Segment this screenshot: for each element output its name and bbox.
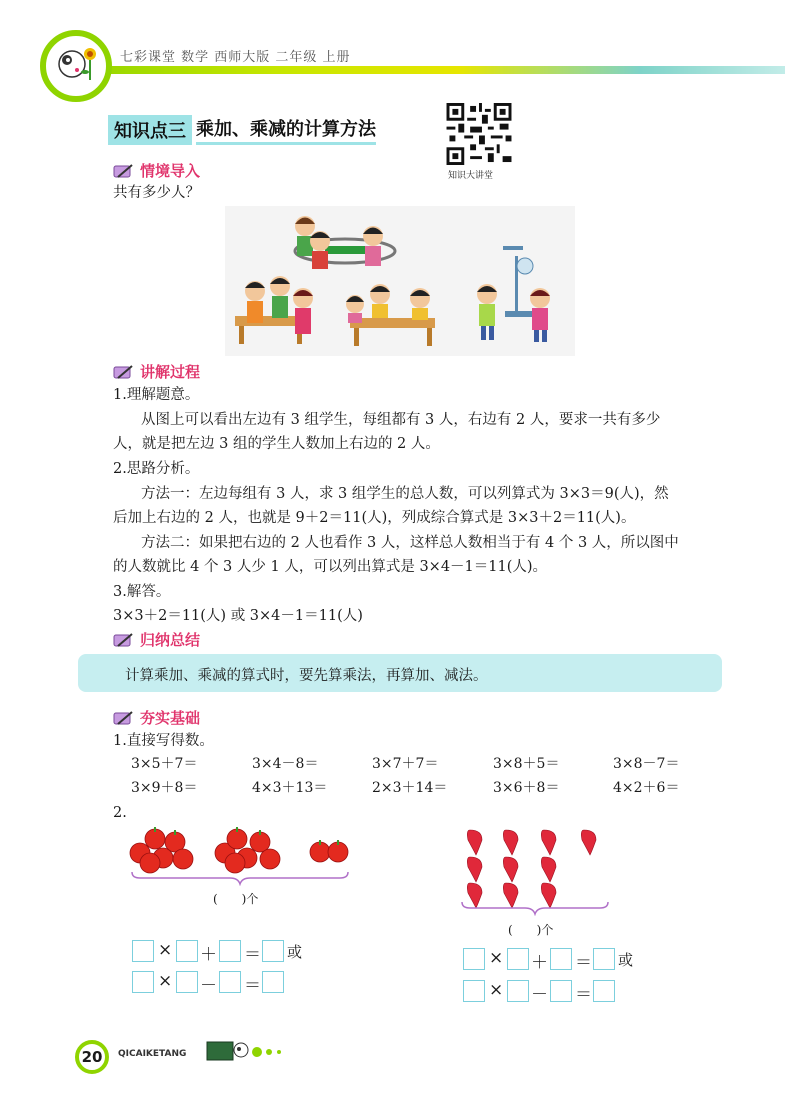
equals-sign: ＝ bbox=[575, 985, 592, 1005]
answer-box[interactable] bbox=[507, 980, 529, 1002]
lesson-title bbox=[108, 115, 376, 145]
apple-groups-illustration bbox=[125, 825, 355, 875]
answer-box[interactable] bbox=[176, 971, 198, 993]
count-blank-label: ( )个 bbox=[213, 892, 259, 906]
equals-sign: ＝ bbox=[244, 976, 261, 996]
explain-text: 人，就是把左边 3 组的学生人数加上右边的 2 人。 bbox=[113, 436, 440, 452]
or-label: 或 bbox=[618, 951, 634, 969]
pencil-icon bbox=[112, 632, 134, 648]
answer-box[interactable] bbox=[219, 940, 241, 962]
times-sign: × bbox=[158, 971, 173, 991]
equation: 4×2＋6＝ bbox=[613, 780, 680, 796]
times-sign: × bbox=[489, 948, 504, 968]
equation: 3×8－7＝ bbox=[613, 756, 680, 772]
qr-code-icon[interactable] bbox=[446, 103, 512, 165]
answer-box[interactable] bbox=[132, 940, 154, 962]
brace-icon bbox=[130, 870, 350, 886]
minus-sign: － bbox=[531, 985, 548, 1005]
title-tag: 知识点三 bbox=[108, 115, 192, 145]
explain-answer: 3×3＋2＝11(人) 或 3×4－1＝11(人) bbox=[113, 608, 363, 624]
answer-box[interactable] bbox=[132, 971, 154, 993]
equals-sign: ＝ bbox=[244, 945, 261, 965]
equation: 2×3＋14＝ bbox=[372, 780, 448, 796]
mascot-logo-icon bbox=[40, 30, 112, 102]
intro-question: 共有多少人？ bbox=[113, 185, 200, 201]
explain-step1: 1.理解题意。 bbox=[113, 387, 200, 403]
equation: 3×8＋5＝ bbox=[493, 756, 560, 772]
or-label: 或 bbox=[287, 943, 303, 961]
pencil-icon bbox=[112, 364, 134, 380]
answer-box[interactable] bbox=[176, 940, 198, 962]
exercise-q2: 2. bbox=[113, 805, 127, 821]
strawberry-groups-illustration bbox=[462, 825, 612, 910]
times-sign: × bbox=[489, 980, 504, 1000]
section-practice-heading: 夯实基础 bbox=[112, 707, 200, 728]
explain-text: 从图上可以看出左边有 3 组学生，每组都有 3 人，右边有 2 人，要求一共有多少 bbox=[141, 412, 661, 428]
equation: 3×7＋7＝ bbox=[372, 756, 439, 772]
plus-sign: ＋ bbox=[200, 945, 217, 965]
pencil-icon bbox=[112, 710, 134, 726]
title-main: 乘加、乘减的计算方法 bbox=[196, 115, 376, 145]
explain-text: 方法二：如果把右边的 2 人也看作 3 人，这样总人数相当于有 4 个 3 人，所以图中 bbox=[141, 535, 679, 551]
header-title: 七彩课堂 数学 西师大版 二年级 上册 bbox=[120, 50, 351, 65]
explain-text: 方法一：左边每组有 3 人，求 3 组学生的总人数，可以列算式为 3×3＝9(人)，然 bbox=[141, 486, 669, 502]
equals-sign: ＝ bbox=[575, 953, 592, 973]
exercise-q1: 1.直接写得数。 bbox=[113, 733, 214, 749]
answer-box[interactable] bbox=[593, 980, 615, 1002]
answer-box[interactable] bbox=[262, 971, 284, 993]
section-summary-heading: 归纳总结 bbox=[112, 629, 200, 650]
explain-step2: 2.思路分析。 bbox=[113, 461, 200, 477]
times-sign: × bbox=[158, 940, 173, 960]
explain-step3: 3.解答。 bbox=[113, 584, 171, 600]
footer-brand: QICAIKETANG bbox=[118, 1049, 187, 1059]
equation: 3×4－8＝ bbox=[252, 756, 319, 772]
answer-box[interactable] bbox=[463, 980, 485, 1002]
section-explain-heading: 讲解过程 bbox=[112, 361, 200, 382]
pencil-icon bbox=[112, 163, 134, 179]
header-color-bar bbox=[60, 66, 785, 74]
section-intro-heading: 情境导入 bbox=[112, 160, 200, 181]
answer-box[interactable] bbox=[262, 940, 284, 962]
explain-text: 的人数就比 4 个 3 人少 1 人，可以列出算式是 3×4－1＝11(人)。 bbox=[113, 559, 548, 575]
answer-box[interactable] bbox=[550, 980, 572, 1002]
classroom-illustration bbox=[225, 206, 575, 356]
equation: 3×5＋7＝ bbox=[131, 756, 198, 772]
plus-sign: ＋ bbox=[531, 953, 548, 973]
page-number: 20 bbox=[75, 1040, 109, 1074]
equation: 4×3＋13＝ bbox=[252, 780, 328, 796]
answer-box[interactable] bbox=[593, 948, 615, 970]
equation: 3×6＋8＝ bbox=[493, 780, 560, 796]
footer-mascot-icon bbox=[205, 1038, 295, 1066]
brace-icon bbox=[460, 900, 610, 916]
count-blank-label: ( )个 bbox=[508, 923, 554, 937]
answer-box[interactable] bbox=[550, 948, 572, 970]
answer-box[interactable] bbox=[219, 971, 241, 993]
qr-label: 知识大讲堂 bbox=[448, 171, 494, 181]
minus-sign: － bbox=[200, 976, 217, 996]
summary-text: 计算乘加、乘减的算式时，要先算乘法，再算加、减法。 bbox=[125, 668, 488, 684]
answer-box[interactable] bbox=[507, 948, 529, 970]
explain-text: 后加上右边的 2 人，也就是 9＋2＝11(人)，列成综合算式是 3×3＋2＝11(人)。 bbox=[113, 510, 636, 526]
equation: 3×9＋8＝ bbox=[131, 780, 198, 796]
answer-box[interactable] bbox=[463, 948, 485, 970]
